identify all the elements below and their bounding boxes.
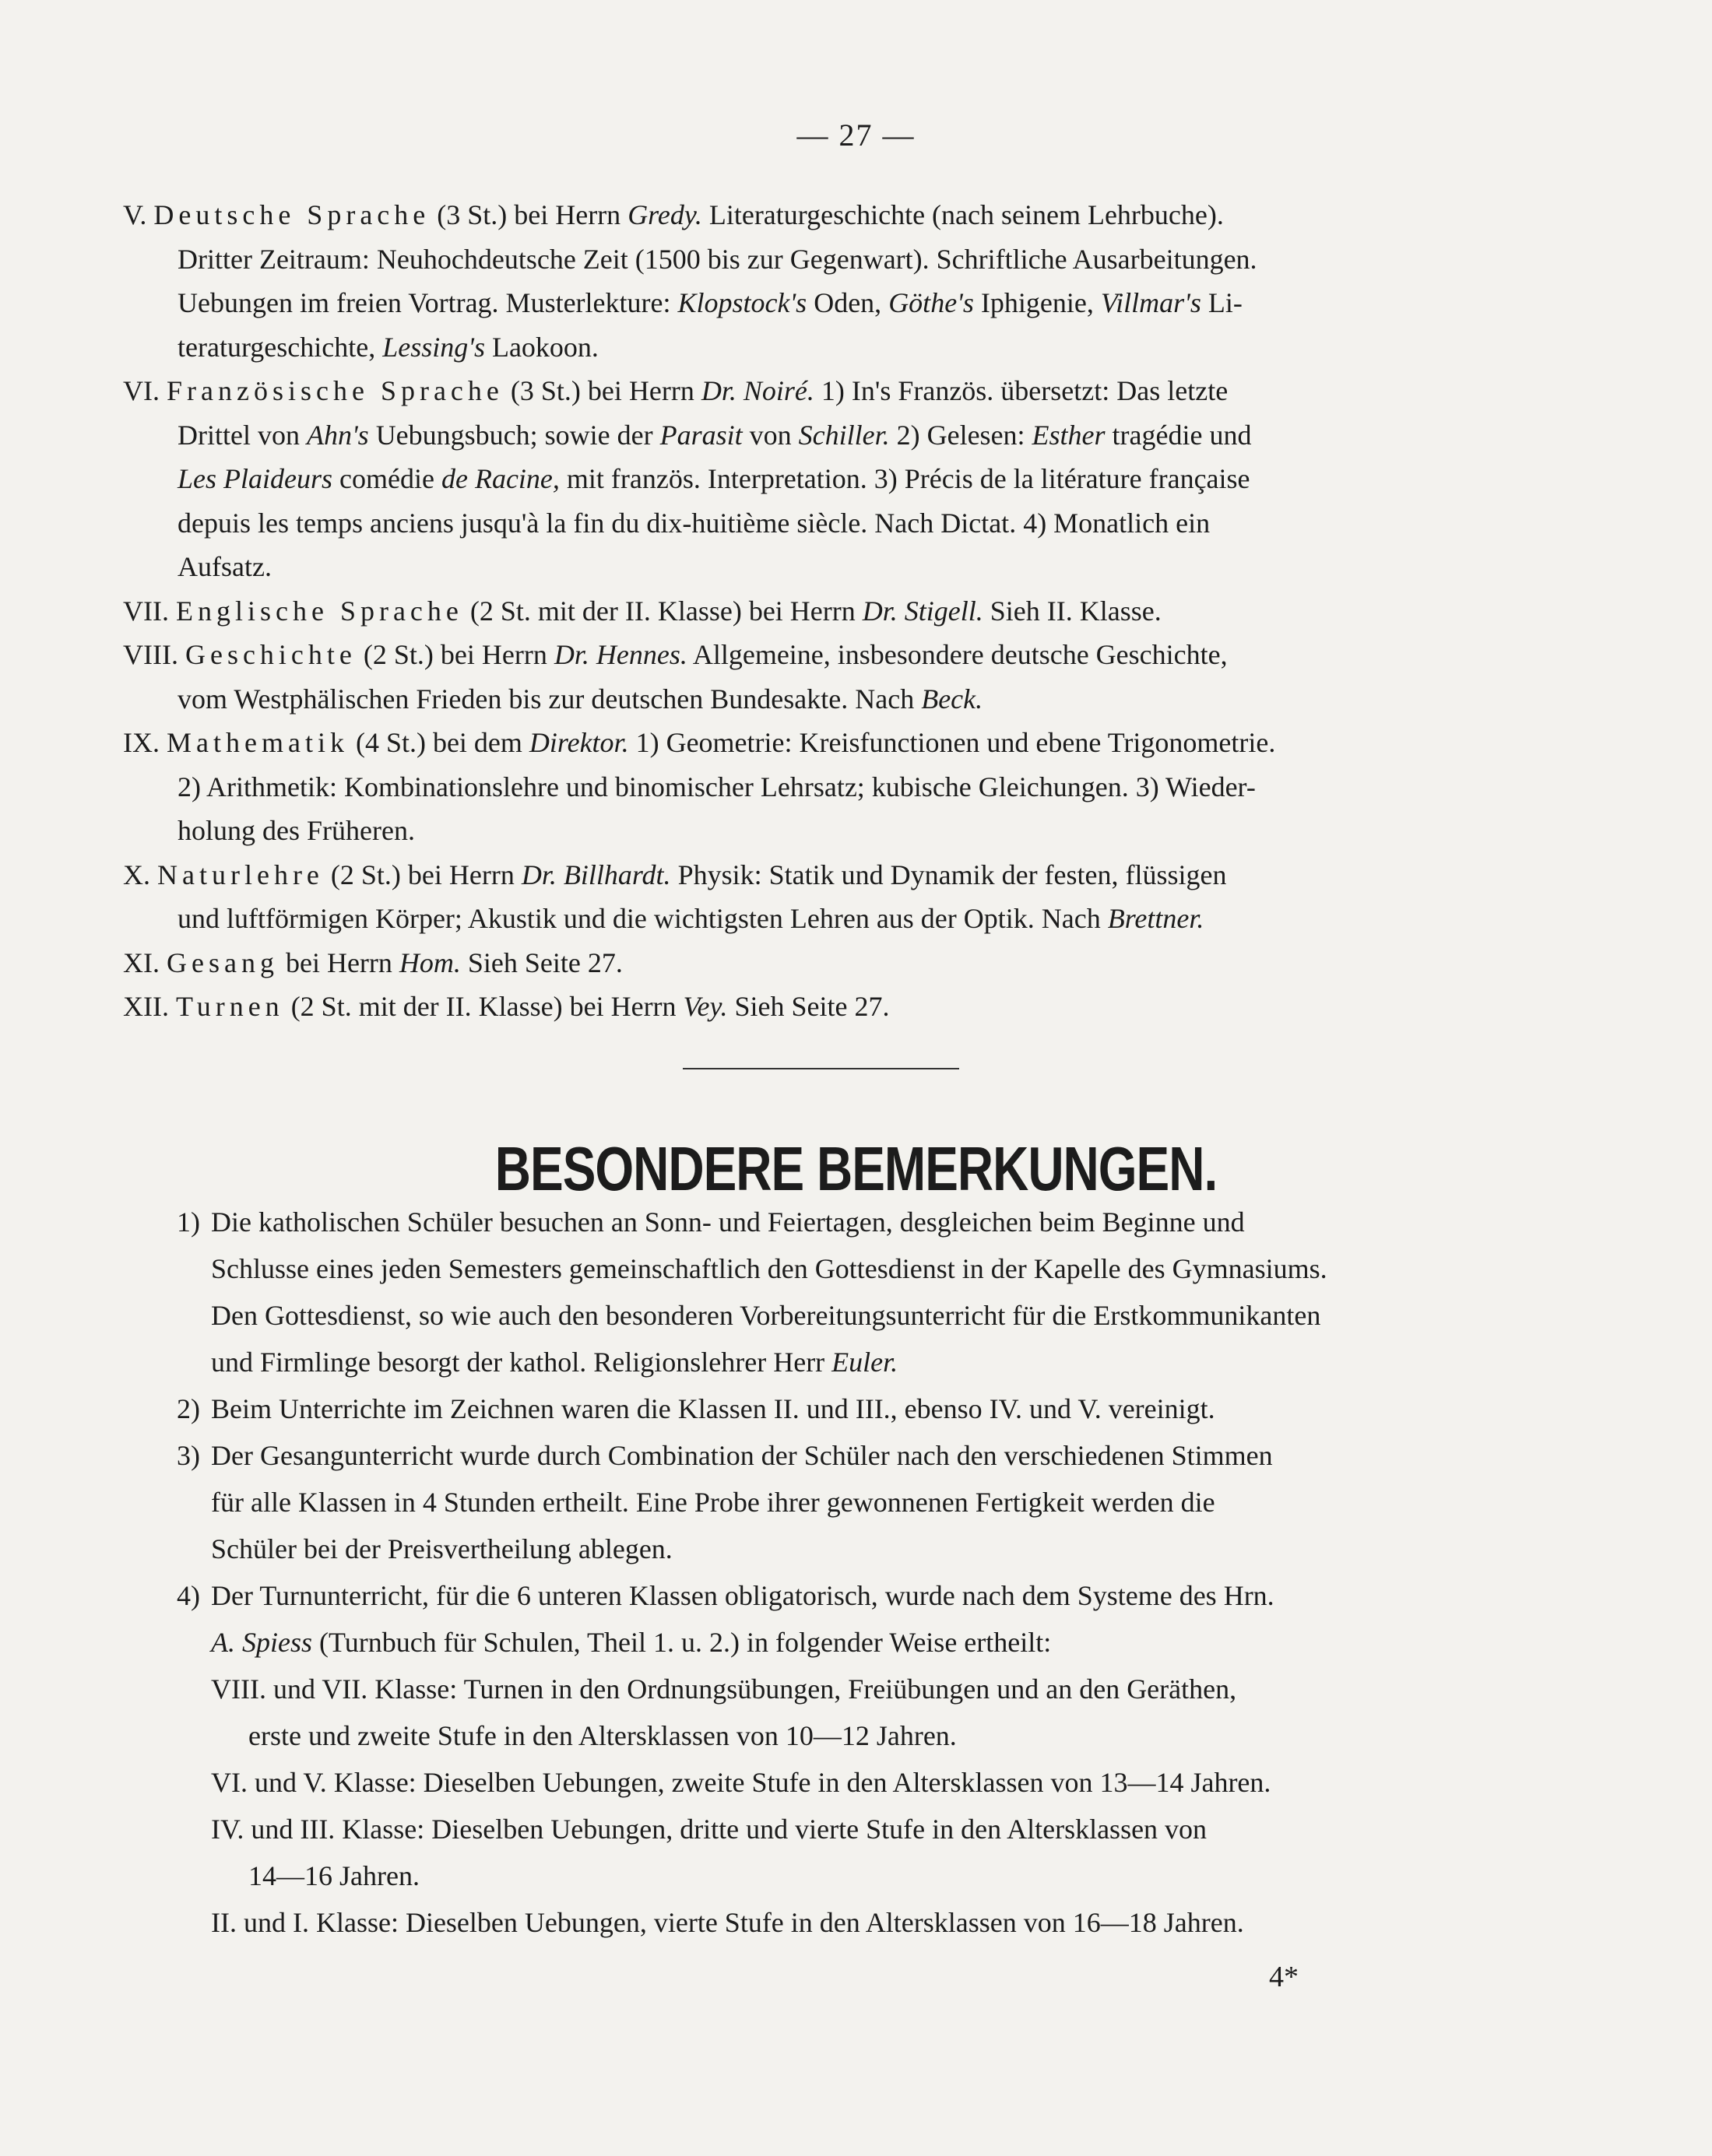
teacher-name: Dr. Billhardt. [521, 859, 671, 890]
page-number: — 27 — [796, 118, 916, 153]
section-mathematik: IX. Mathematik (4 St.) bei dem Direktor. 1) Geometrie: Kreisfunctionen und ebene Trigonometrie. 2) Arithmetik: Kombinationslehre und binomischer Lehrsatz; kubische Gleichungen. 3) Wieder- holung des Früheren. [123, 727, 1276, 846]
remark-item: 1) Die katholischen Schüler besuchen an Sonn- und Feiertagen, desgleichen beim Beginne und [177, 1206, 1245, 1238]
section-deutsch: V. Deutsche Sprache (3 St.) bei Herrn Gredy. Literaturgeschichte (nach seinem Lehrbuche). Dritter Zeitraum: Neuhochdeutsche Zeit (1500 bis zur Gegenwart). Schriftliche Ausarbeitungen. Uebungen im freien Vortrag. Musterlekture: Klopstock's Oden, Göthe's Iphigenie, Villmar's Li- teraturgeschichte, Lessing's Laokoon. [123, 199, 1257, 363]
section-title: Deutsche Sprache [153, 199, 431, 230]
section-number: V. [123, 199, 147, 230]
section-title: Geschichte [185, 639, 357, 670]
section-number: VIII. [123, 639, 178, 670]
section-title: Englische Sprache [175, 595, 463, 627]
section-number: X. [123, 859, 150, 890]
section-number: VI. [123, 375, 160, 406]
teacher-name: Gredy. [627, 199, 702, 230]
teacher-name: Hom. [399, 946, 461, 978]
remark-item: 2) Beim Unterrichte im Zeichnen waren die Klassen II. und III., ebenso IV. und V. vereinigt. [177, 1393, 1215, 1424]
section-franzoesisch: VI. Französische Sprache (3 St.) bei Herrn Dr. Noiré. 1) In's Französ. übersetzt: Das letzte Drittel von Ahn's Uebungsbuch; sowie der Parasit von Schiller. 2) Gelesen: Esther tragédie und Les Plaideurs comédie de Racine, mit französ. Interpretation. 3) Précis de la litérature française depuis les temps anciens jusqu'à la fin du dix-huitième siècle. Nach Dictat. 4) Monatlich ein Aufsatz. [123, 375, 1252, 582]
teacher-name: Dr. Noiré. [701, 375, 814, 406]
section-divider [683, 1068, 959, 1069]
section-englisch: VII. Englische Sprache (2 St. mit der II. Klasse) bei Herrn Dr. Stigell. Sieh II. Klasse. [123, 595, 1162, 627]
section-title: Naturlehre [157, 859, 324, 890]
section-number: XI. [123, 946, 160, 978]
remarks-list: 1) Die katholischen Schüler besuchen an Sonn- und Feiertagen, desgleichen beim Beginne und Schlusse eines jeden Semesters gemeinschaftlich den Gottesdienst in der Kapelle des Gymnasiums. Den Gottesdienst, so wie auch den besonderen Vorbereitungsunterricht für die Erstkommunikanten und Firmlinge besorgt der kathol. Religionslehrer Herr Euler. 2) Beim Unterrichte im Zeichnen waren die Klassen II. und III., ebenso IV. und V. vereinigt. 3) Der Gesangunterricht wurde durch Combination der Schüler nach den verschiedenen Stimmen für alle Klassen in 4 Stunden ertheilt. Eine Probe ihrer gewonnenen Fertigkeit werden die Schüler bei der Preisvertheilung ablegen. 4) Der Turnunterricht, für die 6 unteren Klassen obligatorisch, wurde nach dem Systeme des Hrn. A. Spiess (Turnbuch für Schulen, Theil 1. u. 2.) in folgender Weise ertheilt: VIII. und VII. Klasse: Turnen in den Ordnungsübungen, Freiübungen und an den Geräthen, erste und zweite Stufe in den Altersklassen von 10—12 Jahren. VI. und V. Klasse: Dieselben Uebungen, zweite Stufe in den Altersklassen von 13—14 Jahren. IV. und III. Klasse: Dieselben Uebungen, dritte und vierte Stufe in den Altersklassen von 14—16 Jahren. II. und I. Klasse: Dieselben Uebungen, vierte Stufe in den Altersklassen von 16—18 Jahren. [153, 1199, 1563, 1946]
section-number: XII. [123, 991, 169, 1022]
section-geschichte: VIII. Geschichte (2 St.) bei Herrn Dr. Hennes. Allgemeine, insbesondere deutsche Geschichte, vom Westphälischen Frieden bis zur deutschen Bundesakte. Nach Beck. [123, 639, 1228, 715]
remark-item: 4) Der Turnunterricht, für die 6 unteren Klassen obligatorisch, wurde nach dem Systeme des Hrn. [177, 1580, 1274, 1611]
teacher-name: Dr. Stigell. [862, 595, 983, 627]
curriculum-list [123, 193, 1563, 1029]
remark-item: 3) Der Gesangunterricht wurde durch Combination der Schüler nach den verschiedenen Stimmen [177, 1440, 1273, 1471]
section-number: VII. [123, 595, 169, 627]
signature-mark: 4* [1269, 1961, 1299, 1993]
teacher-name: Direktor. [529, 727, 629, 758]
teacher-name: Vey. [683, 991, 728, 1022]
section-turnen: XII. Turnen (2 St. mit der II. Klasse) bei Herrn Vey. Sieh Seite 27. [123, 991, 890, 1022]
section-gesang: XI. Gesang bei Herrn Hom. Sieh Seite 27. [123, 946, 623, 978]
section-title: Französische Sprache [167, 375, 504, 406]
teacher-name: Dr. Hennes. [554, 639, 687, 670]
section-naturlehre: X. Naturlehre (2 St.) bei Herrn Dr. Billhardt. Physik: Statik und Dynamik der festen, flüssigen und luftförmigen Körper; Akustik und die wichtigsten Lehren aus der Optik. Nach Brettner. [123, 859, 1227, 934]
section-title: Turnen [175, 991, 284, 1022]
remarks-heading: BESONDERE BEMERKUNGEN. [494, 1133, 1218, 1204]
section-title: Mathematik [167, 727, 349, 758]
section-title: Gesang [167, 946, 279, 978]
section-number: IX. [123, 727, 160, 758]
